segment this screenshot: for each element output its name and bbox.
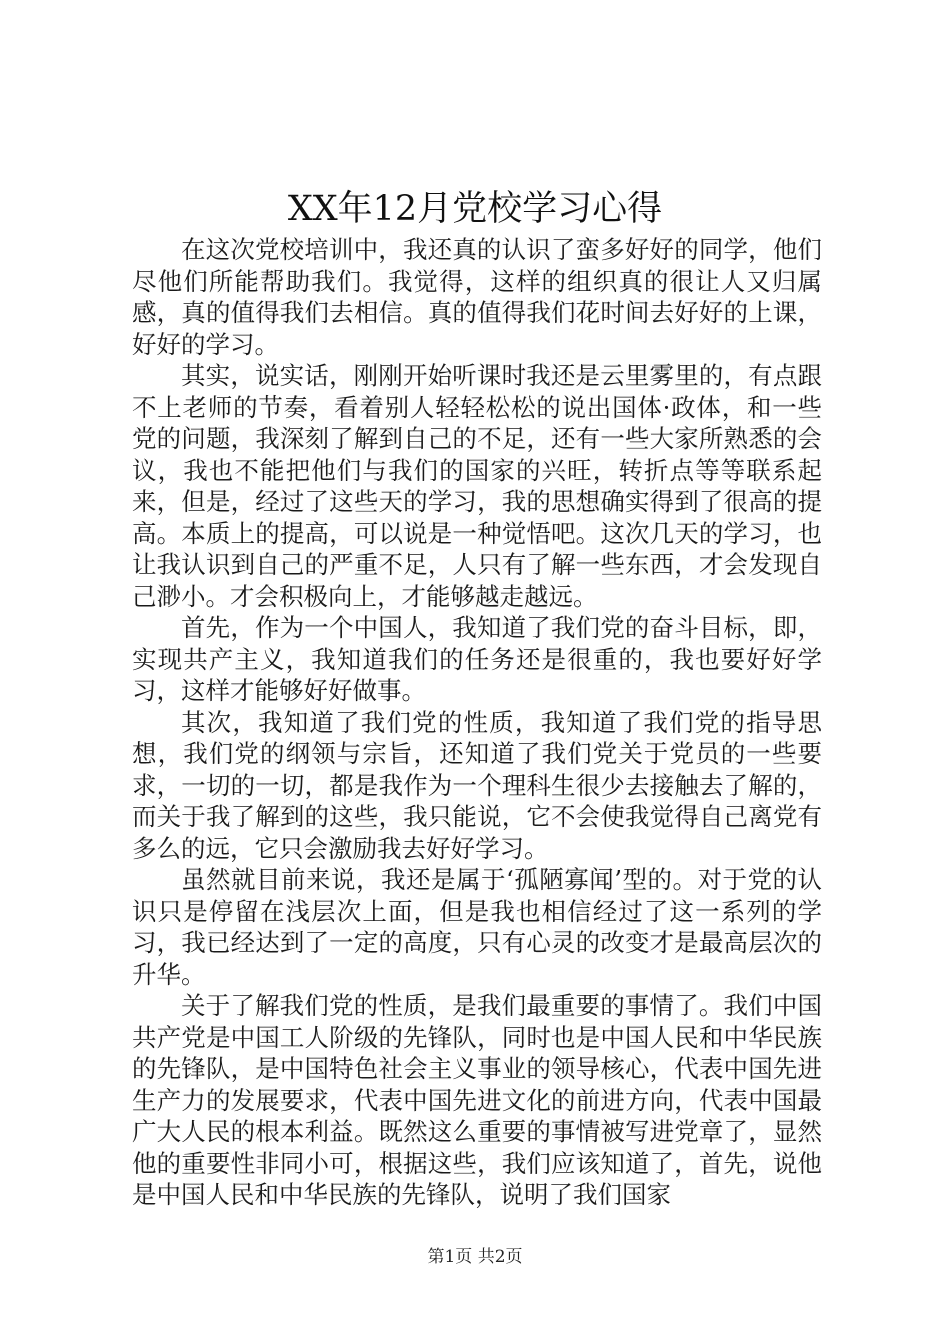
paragraph: 首先，作为一个中国人，我知道了我们党的奋斗目标，即，实现共产主义，我知道我们的任务还是很重的，我也要好好学习，这样才能够好好做事。 [132, 613, 822, 705]
paragraph: 虽然就目前来说，我还是属于‘孤陋寡闻’型的。对于党的认识只是停留在浅层次上面，但是我也相信经过了这一系列的学习，我已经达到了一定的高度，只有心灵的改变才是最高层次的升华。 [132, 865, 822, 989]
page-number-footer: 第1页 共2页 [427, 1247, 523, 1267]
document-body [132, 234, 822, 1211]
paragraph: 其实，说实话，刚刚开始听课时我还是云里雾里的，有点跟不上老师的节奏，看着别人轻轻松松的说出国体·政体，和一些党的问题，我深刻了解到自己的不足，还有一些大家所熟悉的会议，我也不能把他们与我们的国家的兴旺，转折点等等联系起来，但是，经过了这些天的学习，我的思想确实得到了很高的提高。本质上的提高，可以说是一种觉悟吧。这次几天的学习，也让我认识到自己的严重不足，人只有了解一些东西，才会发现自己渺小。才会积极向上，才能够越走越远。 [132, 361, 822, 611]
document-title: XX年12月党校学习心得 [287, 189, 663, 229]
paragraph: 在这次党校培训中，我还真的认识了蛮多好好的同学，他们尽他们所能帮助我们。我觉得，这样的组织真的很让人又归属感，真的值得我们去相信。真的值得我们花时间去好好的上课，好好的学习。 [132, 235, 822, 359]
paragraph: 其次，我知道了我们党的性质，我知道了我们党的指导思想，我们党的纲领与宗旨，还知道了我们党关于党员的一些要求，一切的一切，都是我作为一个理科生很少去接触去了解的，而关于我了解到的这些，我只能说，它不会使我觉得自己离党有多么的远，它只会激励我去好好学习。 [132, 707, 822, 863]
paragraph: 关于了解我们党的性质，是我们最重要的事情了。我们中国共产党是中国工人阶级的先锋队，同时也是中国人民和中华民族的先锋队，是中国特色社会主义事业的领导核心，代表中国先进生产力的发展要求，代表中国先进文化的前进方向，代表中国最广大人民的根本利益。既然这么重要的事情被写进党章了，显然他的重要性非同小可，根据这些，我们应该知道了，首先，说他是中国人民和中华民族的先锋队，说明了我们国家 [132, 991, 822, 1209]
